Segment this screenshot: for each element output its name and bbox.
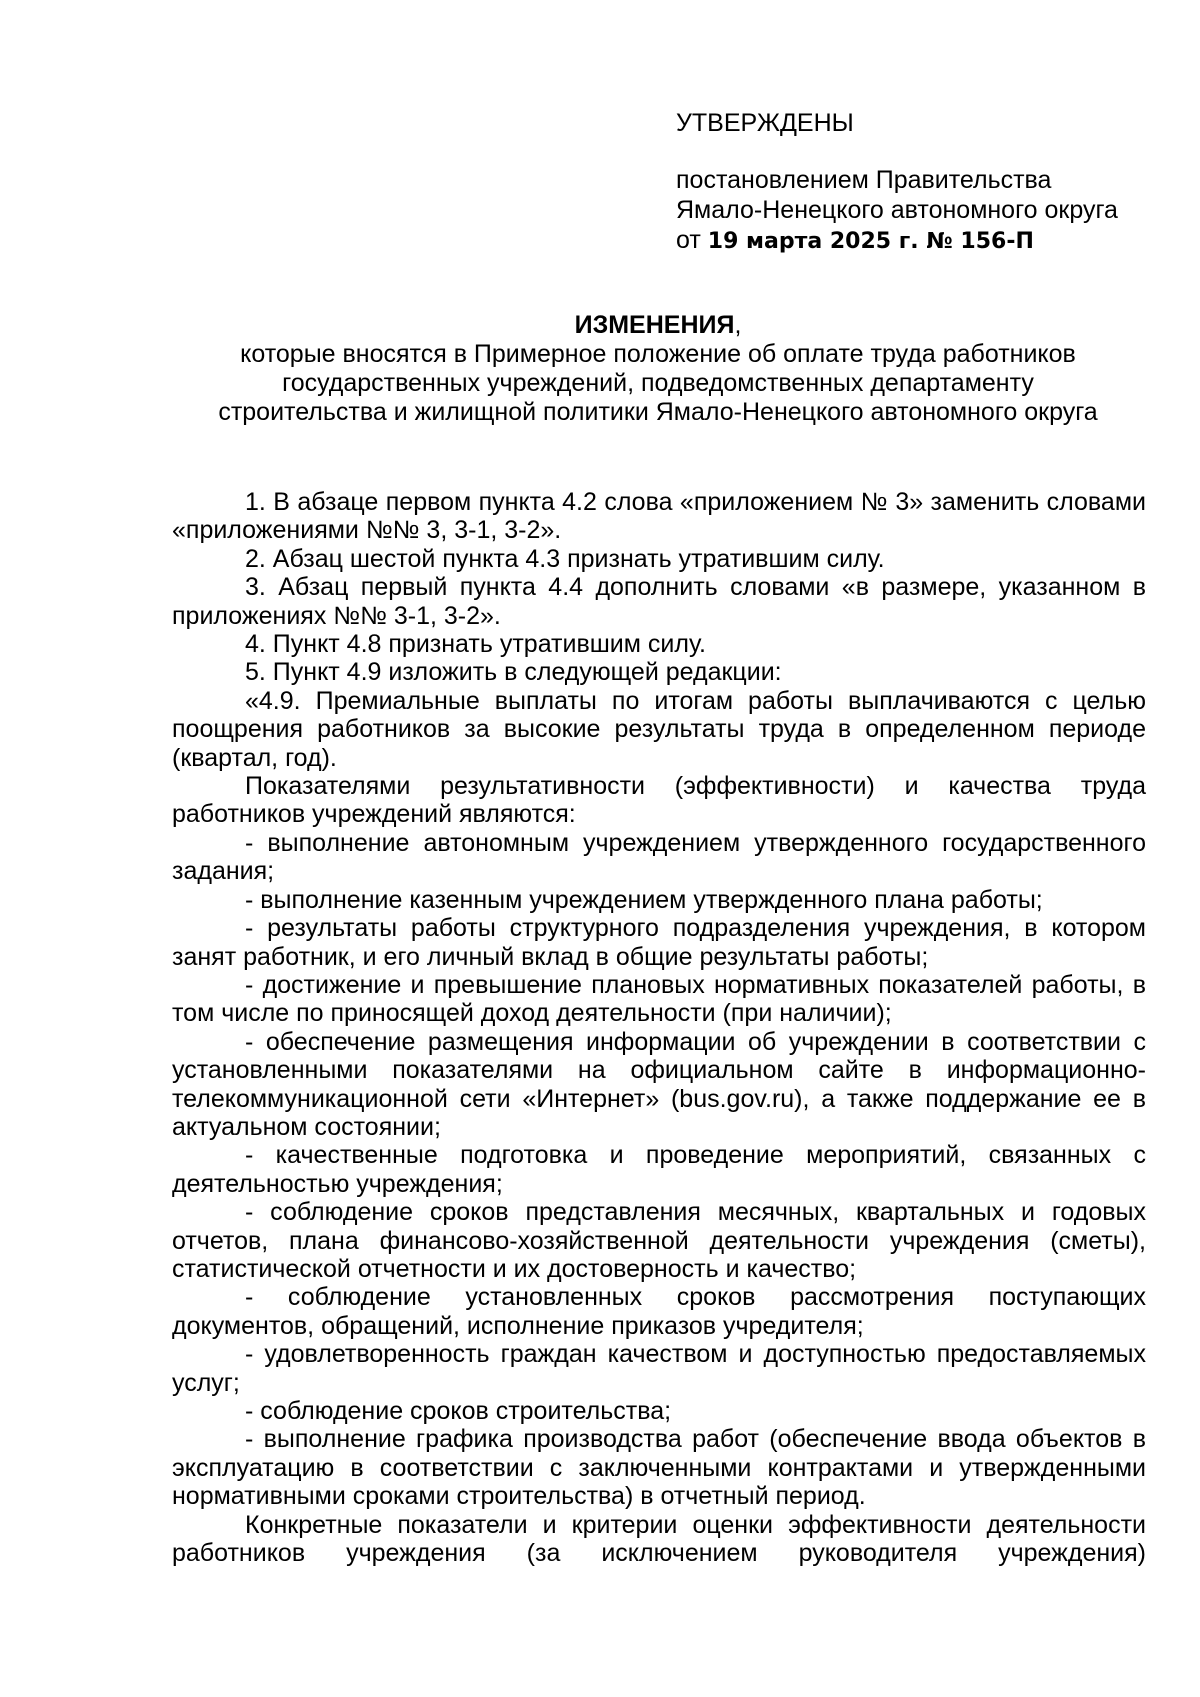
paragraph: 4. Пункт 4.8 признать утратившим силу.: [245, 630, 706, 659]
list-item: - достижение и превышение плановых нормативных показателей работы, в том числе по приносящей доход деятельности (при наличии);: [172, 970, 1146, 1028]
paragraph: 3. Абзац первый пункта 4.4 дополнить словами «в размере, указанном в приложениях №№ 3-1, 3-2».: [172, 573, 1146, 630]
list-item: - обеспечение размещения информации об учреждении в соответствии с установленными показателями на официальном сайте в информационно-телекоммуникационной сети «Интернет» (bus.gov.ru), а также поддержание ее в актуальном состоянии;: [172, 1027, 1146, 1141]
paragraph: 2. Абзац шестой пункта 4.3 признать утратившим силу.: [245, 544, 885, 573]
list-item: - удовлетворенность граждан качеством и доступностью предоставляемых услуг;: [172, 1340, 1146, 1397]
approval-block: [676, 108, 1176, 257]
paragraph: 5. Пункт 4.9 изложить в следующей редакции:: [245, 658, 782, 687]
paragraph: «4.9. Премиальные выплаты по итогам работы выплачиваются с целью поощрения работников за высокие результаты труда в определенном периоде (квартал, год).: [172, 686, 1146, 772]
document-heading: [172, 311, 1144, 427]
list-item: - качественные подготовка и проведение мероприятий, связанных с деятельностью учреждения;: [172, 1141, 1146, 1198]
list-item: - соблюдение сроков представления месячных, квартальных и годовых отчетов, плана финансово-хозяйственной деятельности учреждения (сметы), статистической отчетности и их достоверность и качество;: [172, 1198, 1146, 1283]
approval-stamp-title: УТВЕРЖДЕНЫ: [676, 109, 854, 137]
approval-date-value: 19 марта 2025 г. № 156-П: [707, 229, 1034, 254]
document-subtitle-line-2: государственных учреждений, подведомственных департаменту: [282, 369, 1034, 397]
list-item: - соблюдение сроков строительства;: [245, 1397, 672, 1425]
list-item: - результаты работы структурного подразделения учреждения, в котором занят работник, и его личный вклад в общие результаты работы;: [172, 914, 1146, 971]
list-item: - выполнение казенным учреждением утвержденного плана работы;: [245, 885, 1043, 914]
document-subtitle-line-1: которые вносятся в Примерное положение об оплате труда работников: [240, 340, 1076, 368]
list-item: - выполнение автономным учреждением утвержденного государственного задания;: [172, 828, 1146, 886]
document-title: ИЗМЕНЕНИЯ: [574, 311, 735, 339]
approval-line-1: постановлением Правительства: [676, 166, 1052, 194]
approval-date-prefix: от: [676, 226, 701, 254]
document-title-line: [172, 311, 1144, 340]
paragraph: 1. В абзаце первом пункта 4.2 слова «приложением № 3» заменить словами «приложениями №№ 3, 3-1, 3-2».: [172, 488, 1146, 545]
paragraph: Показателями результативности (эффективности) и качества труда работников учреждений являются:: [172, 772, 1146, 829]
approval-line-2: Ямало-Ненецкого автономного округа: [676, 196, 1118, 224]
list-item: - выполнение графика производства работ (обеспечение ввода объектов в эксплуатацию в соответствии с заключенными контрактами и утвержденными нормативными сроками строительства) в отчетный период.: [172, 1425, 1146, 1511]
paragraph: Конкретные показатели и критерии оценки эффективности деятельности работников учреждения (за исключением руководителя учреждения): [172, 1510, 1146, 1568]
document-subtitle-line-3: строительства и жилищной политики Ямало-Ненецкого автономного округа: [218, 398, 1098, 426]
document-body: [172, 488, 1146, 1567]
document-title-suffix: ,: [734, 311, 742, 339]
list-item: - соблюдение установленных сроков рассмотрения поступающих документов, обращений, исполнение приказов учредителя;: [172, 1283, 1146, 1340]
approval-date-line: [676, 225, 1176, 257]
